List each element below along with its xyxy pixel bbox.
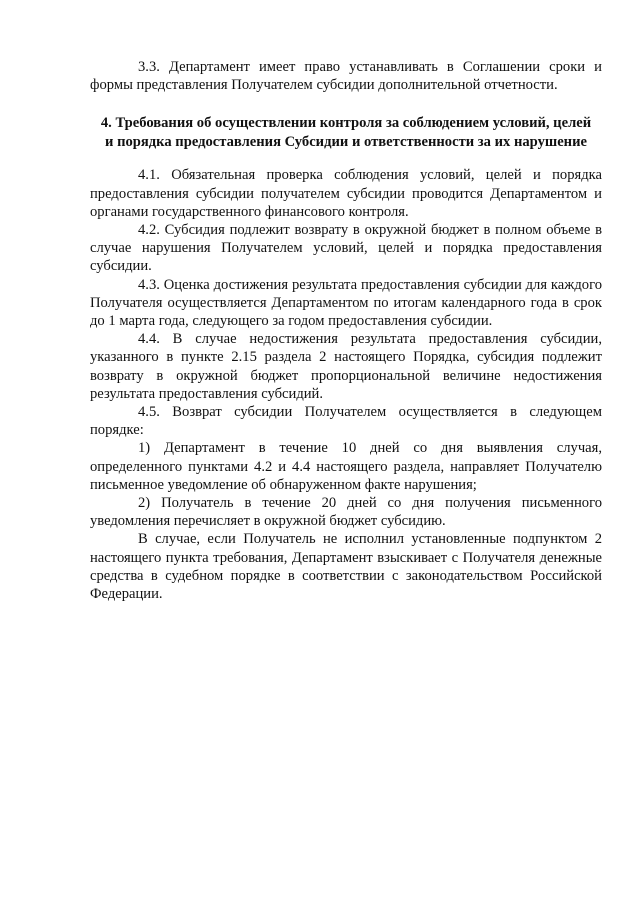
section-4-heading — [90, 114, 602, 152]
paragraph-4-3: 4.3. Оценка достижения результата предоставления субсидии для каждого Получателя осуществляется Департаментом по итогам календарного года в срок до 1 марта года, следующего за годом предоставления субсидии. — [90, 276, 602, 330]
document-page — [90, 58, 602, 603]
paragraph-3-3: 3.3. Департамент имеет право устанавливать в Соглашении сроки и формы представления Получателем субсидии дополнительной отчетности. — [90, 59, 602, 94]
section-4-heading-line-2: и порядка предоставления Субсидии и ответственности за их нарушение — [105, 134, 587, 151]
paragraph-4-4: 4.4. В случае недостижения результата предоставления субсидии, указанного в пункте 2.15 раздела 2 настоящего Порядка, субсидия подлежит возврату в окружной бюджет пропорциональной величине недостижения результата предоставления субсидий. — [90, 331, 602, 402]
paragraph-4-5-item-2: 2) Получатель в течение 20 дней со дня получения письменного уведомления перечисляет в окружной бюджет субсидию. — [90, 495, 602, 530]
paragraph-4-2: 4.2. Субсидия подлежит возврату в окружной бюджет в полном объеме в случае нарушения Получателем условий, целей и порядка предоставления субсидии. — [90, 222, 602, 275]
paragraph-4-5-item-1: 1) Департамент в течение 10 дней со дня выявления случая, определенного пунктами 4.2 и 4.4 настоящего раздела, направляет Получателю письменное уведомление об обнаруженном факте нарушения; — [90, 440, 602, 493]
section-4-heading-line-1: 4. Требования об осуществлении контроля за соблюдением условий, целей — [100, 115, 592, 132]
paragraph-4-1: 4.1. Обязательная проверка соблюдения условий, целей и порядка предоставления субсидии получателем субсидии проводится Департаментом и органами государственного финансового контроля. — [90, 167, 602, 220]
paragraph-4-5-enforcement: В случае, если Получатель не исполнил установленные подпунктом 2 настоящего пункта требования, Департамент взыскивает с Получателя денежные средства в судебном порядке в соответствии с законодательством Российской Федерации. — [90, 531, 602, 603]
paragraph-4-5: 4.5. Возврат субсидии Получателем осуществляется в следующем порядке: — [90, 404, 602, 439]
